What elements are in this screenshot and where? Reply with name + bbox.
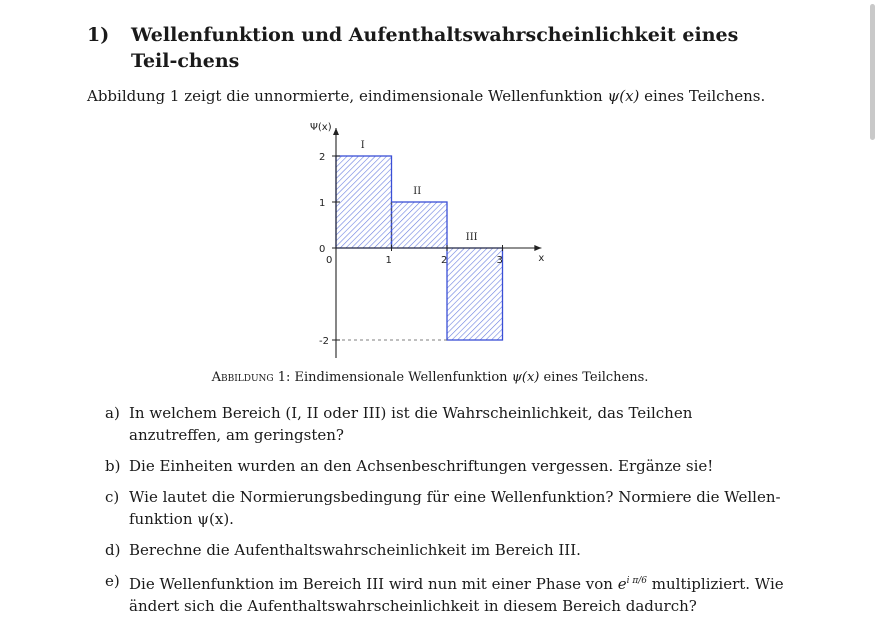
task-label: c) bbox=[105, 488, 120, 506]
x-axis-label: x bbox=[538, 253, 545, 264]
task-text: Die Einheiten wurden an den Achsenbeschriftungen vergessen. Ergänze sie! bbox=[129, 457, 714, 475]
scrollbar[interactable] bbox=[866, 0, 880, 629]
task-item bbox=[105, 486, 785, 530]
y-axis-arrow bbox=[333, 128, 339, 135]
y-tick-label: 1 bbox=[319, 198, 326, 209]
section-title: Wellenfunktion und Aufenthaltswahrscheinlichkeit eines Teil-chens bbox=[131, 24, 739, 72]
wavefunction-figure bbox=[300, 118, 560, 358]
bar-region-I bbox=[336, 156, 392, 248]
task-item bbox=[105, 402, 785, 446]
y-tick-label: 2 bbox=[319, 152, 326, 163]
x-tick-label: 2 bbox=[441, 255, 448, 266]
task-text: Berechne die Aufenthaltswahrscheinlichkeit im Bereich III. bbox=[129, 541, 581, 559]
task-item bbox=[105, 539, 785, 561]
x-tick-label: 1 bbox=[385, 255, 392, 266]
caption-symbol: ψ(x) bbox=[511, 370, 540, 385]
section-number: 1) bbox=[87, 24, 110, 46]
task-label: a) bbox=[105, 404, 120, 422]
phase-exponent: i π/6 bbox=[626, 576, 648, 586]
task-text: In welchem Bereich (I, II oder III) ist die Wahrscheinlichkeit, das Teilchen anzutreffen, am geringsten? bbox=[129, 404, 693, 444]
intro-text-before: Abbildung 1 zeigt die unnormierte, eindimensionale Wellenfunktion bbox=[87, 87, 608, 105]
task-text-before: Die Wellenfunktion im Bereich III wird nun mit einer Phase von bbox=[129, 575, 618, 593]
bar-region-II bbox=[392, 202, 448, 248]
task-label: d) bbox=[105, 541, 121, 559]
x-tick-label: 0 bbox=[326, 255, 333, 266]
caption-label: Abbildung 1: bbox=[211, 370, 291, 385]
y-axis-label: Ψ(x) bbox=[310, 122, 332, 133]
wavefunction-chart bbox=[300, 118, 560, 358]
scrollbar-thumb[interactable] bbox=[870, 4, 875, 140]
figure-caption bbox=[0, 369, 860, 387]
task-list bbox=[105, 402, 785, 626]
task-label: b) bbox=[105, 457, 121, 475]
task-label: e) bbox=[105, 572, 120, 590]
task-item bbox=[105, 455, 785, 477]
intro-text-after: eines Teilchens. bbox=[639, 87, 766, 105]
x-tick-label: 3 bbox=[496, 255, 503, 266]
task-item bbox=[105, 570, 785, 617]
region-label: III bbox=[465, 232, 478, 243]
task-text: Wie lautet die Normierungsbedingung für eine Wellenfunktion? Normiere die Wellen-funktion ψ(x). bbox=[129, 488, 781, 528]
caption-text: Eindimensionale Wellenfunktion bbox=[290, 370, 512, 385]
caption-text-after: eines Teilchens. bbox=[539, 370, 649, 385]
bar-region-III bbox=[447, 248, 503, 340]
y-tick-label: 0 bbox=[319, 244, 326, 255]
region-label: II bbox=[413, 186, 422, 197]
intro-paragraph bbox=[87, 86, 765, 106]
phase-base: e bbox=[617, 575, 627, 593]
region-label: I bbox=[360, 140, 365, 151]
y-tick-label: -2 bbox=[319, 336, 329, 347]
intro-symbol: ψ(x) bbox=[607, 87, 640, 105]
task-text-after: multipliziert. Wie ändert sich die Aufenthaltswahrscheinlichkeit in diesem Bereich dadurch? bbox=[129, 575, 784, 615]
x-axis-arrow bbox=[534, 245, 541, 251]
